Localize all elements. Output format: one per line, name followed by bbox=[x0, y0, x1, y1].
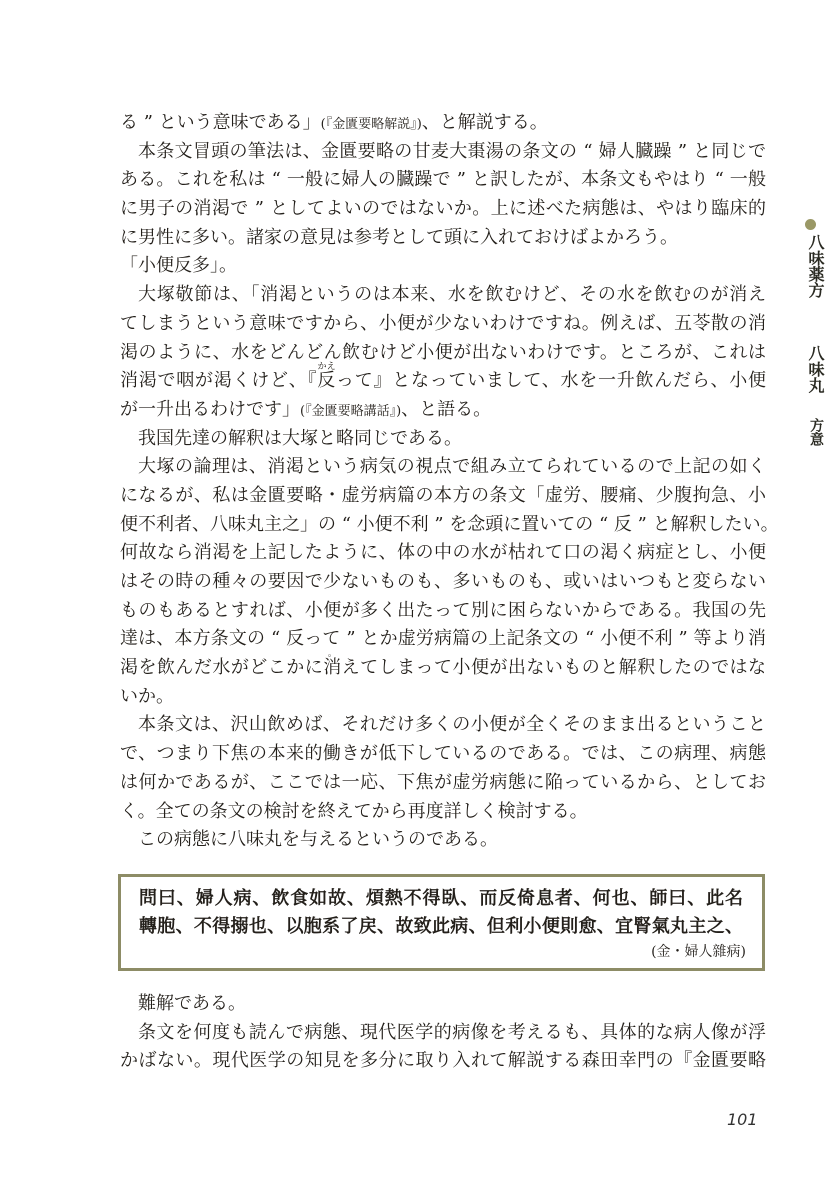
text-line bbox=[120, 310, 766, 339]
text-segment: 本条文は、沢山飲めば、それだけ多くの小便が全くそのまま出るということ bbox=[138, 714, 766, 736]
text-segment: 便不利者、八味丸主之」の “ 小便不利 ” を念頭に置いての “ 反 ” と解釈したい。 bbox=[120, 513, 779, 535]
section-marker-dot-icon bbox=[805, 219, 816, 230]
text-segment: いか。 bbox=[120, 685, 174, 707]
text-segment: になるが、私は金匱要略・虚労病篇の本方の条文「虚労、腰痛、少腹拘急、小 bbox=[120, 484, 766, 506]
text-line bbox=[120, 990, 766, 1019]
text-segment: 、と語る。 bbox=[401, 398, 492, 420]
quote-line: 轉胞、不得搦也、以胞系了戻、故致此病、但利小便則愈、宜腎氣丸主之、 bbox=[139, 916, 743, 937]
text-segment: 大塚の論理は、消渇という病気の視点で組み立てられているので上記の如く bbox=[138, 456, 766, 478]
text-segment: 我国先達の解釈は大塚と略同じである。 bbox=[138, 427, 462, 449]
text-line bbox=[120, 362, 767, 396]
ruby-text bbox=[317, 362, 336, 392]
text-segment: 、と解説する。 bbox=[421, 112, 548, 133]
ruby-annotation: 。 bbox=[327, 649, 337, 660]
text-segment: ある。これを私は “ 一般に婦人の臓躁で ” と訳したが、本条文もやはり “ 一般 bbox=[120, 169, 766, 191]
ruby-base: 消 bbox=[323, 657, 342, 679]
text-segment: えてしまって小便が出ないものと解釈したのではな bbox=[341, 657, 767, 679]
side-tab-section: 八味薬方 bbox=[806, 234, 825, 298]
text-segment: 何故なら消渇を上記したように、体の中の水が枯れて口の渇く病症とし、小便 bbox=[120, 542, 766, 564]
citation: (『金匱要略講話』) bbox=[300, 403, 402, 419]
text-segment: 本条文冒頭の筆法は、金匱要略の甘麦大棗湯の条文の “ 婦人臓躁 ” と同じで bbox=[138, 140, 766, 162]
side-tab-formula: 八味丸 bbox=[806, 345, 825, 393]
text-line bbox=[120, 252, 766, 281]
text-line bbox=[120, 224, 766, 253]
text-line bbox=[120, 281, 766, 310]
text-line bbox=[120, 625, 766, 654]
text-line bbox=[120, 597, 766, 626]
text-segment: 「小便反多」。 bbox=[120, 255, 237, 277]
text-line bbox=[120, 711, 766, 740]
text-line bbox=[120, 482, 766, 511]
page-number: 101 bbox=[727, 1110, 758, 1129]
text-segment: この病態に八味丸を与えるというのである。 bbox=[138, 829, 498, 851]
text-segment: 達は、本方条文の “ 反って ” とか虚労病篇の上記条文の “ 小便不利 ” 等より消 bbox=[120, 628, 766, 650]
text-segment: って』となっていまして、水を一升飲んだら、小便 bbox=[335, 370, 767, 392]
text-line bbox=[120, 649, 767, 683]
text-line bbox=[120, 109, 766, 138]
text-segment: く。全ての条文の検討を終えてから再度詳しく検討する。 bbox=[120, 800, 588, 822]
text-segment: はその時の種々の要因で少ないものも、多いものも、或いはいつもと変らない bbox=[120, 571, 766, 592]
text-segment: ものもあるとすれば、小便が多く出たって別に困らないからである。我国の先 bbox=[120, 599, 766, 621]
text-line bbox=[120, 1047, 766, 1076]
text-line bbox=[120, 568, 766, 597]
text-line bbox=[120, 769, 766, 798]
text-segment: で、つまり下焦の本来的働きが低下しているのである。では、この病理、病態 bbox=[120, 743, 766, 765]
quote-line: 問曰、婦人病、飲食如故、煩熱不得臥、而反倚息者、何也、師曰、此名 bbox=[139, 888, 743, 909]
text-segment: 条文を何度も読んで病態、現代医学的病像を考えるも、具体的な病人像が浮 bbox=[138, 1021, 766, 1043]
text-line bbox=[120, 539, 766, 568]
text-segment: は何かであるが、ここでは一応、下焦が虚労病態に陥っているから、としてお bbox=[120, 771, 766, 793]
text-line bbox=[120, 740, 766, 769]
body-text-lower bbox=[120, 990, 766, 1076]
text-segment: 渇を飲んだ水がどこかに bbox=[120, 657, 324, 679]
text-line bbox=[120, 195, 766, 224]
ruby-annotation: かえ bbox=[317, 362, 336, 373]
text-line bbox=[120, 339, 766, 368]
side-tab-topic: 方意 bbox=[808, 418, 824, 446]
text-segment: 大塚敬節は、「消渇というのは本来、水を飲むけど、その水を飲むのが消え bbox=[138, 284, 766, 306]
text-line bbox=[120, 511, 779, 540]
text-line bbox=[120, 396, 766, 425]
quote-source: (金・婦人雜病) bbox=[651, 944, 746, 960]
body-text-upper bbox=[120, 109, 779, 855]
text-segment: に男性に多い。諸家の意見は参考として頭に入れておけばよかろう。 bbox=[120, 226, 678, 248]
classical-text-quote-box bbox=[118, 874, 765, 971]
text-segment: てしまうという意味ですから、小便が少ないわけですね。例えば、五苓散の消 bbox=[120, 312, 766, 334]
citation: (『金匱要略解説』) bbox=[320, 117, 422, 132]
text-line bbox=[120, 683, 766, 712]
text-segment: 渇のように、水をどんどん飲むけど小便が出ないわけです。ところが、これは bbox=[120, 341, 766, 363]
text-segment: かばない。現代医学の知見を多分に取り入れて解説する森田幸門の『金匱要略 bbox=[120, 1050, 766, 1072]
text-line bbox=[120, 425, 766, 454]
text-segment: 消渇で咽が渇くけど、『 bbox=[120, 370, 318, 392]
text-segment: 難解である。 bbox=[138, 993, 246, 1014]
text-line bbox=[120, 1019, 766, 1048]
text-line bbox=[120, 166, 766, 195]
text-segment: に男子の消渇で ” としてよいのではないか。上に述べた病態は、やはり臨床的 bbox=[120, 198, 766, 220]
ruby-base: 反 bbox=[317, 370, 336, 392]
text-line bbox=[120, 138, 766, 167]
text-segment: る ” という意味である」 bbox=[120, 112, 321, 133]
text-segment: が一升出るわけです」 bbox=[120, 398, 300, 420]
ruby-text bbox=[323, 649, 342, 679]
text-line bbox=[120, 453, 766, 482]
text-line bbox=[120, 798, 766, 827]
text-line bbox=[120, 826, 766, 855]
